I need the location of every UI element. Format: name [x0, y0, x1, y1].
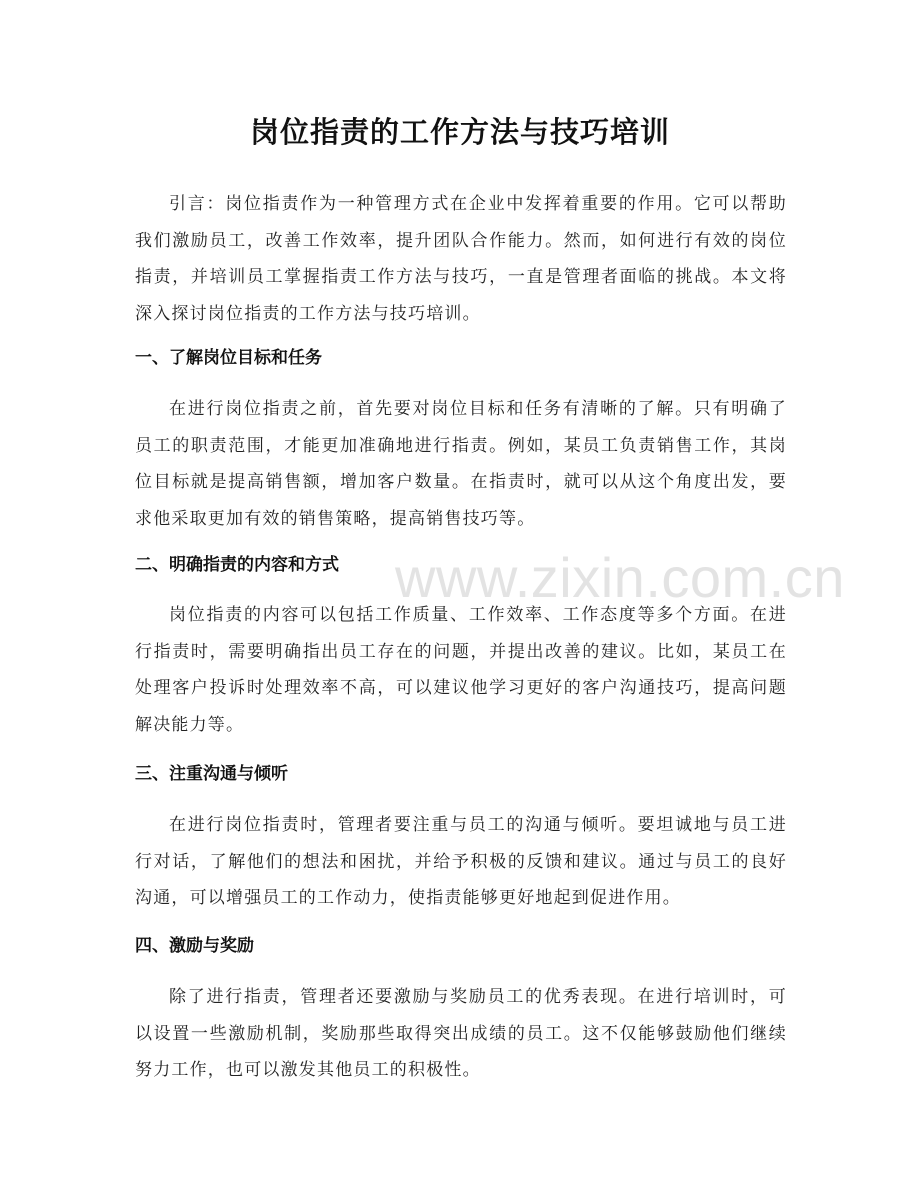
section-heading-1: 一、了解岗位目标和任务: [135, 348, 322, 368]
section-heading-2: 二、明确指责的内容和方式: [135, 555, 339, 575]
section-body-1: 在进行岗位指责之前，首先要对岗位目标和任务有清晰的了解。只有明确了员工的职责范围，才能更加准确地进行指责。例如，某员工负责销售工作，其岗位目标就是提高销售额，增加客户数量。在指责时，就可以从这个角度出发，要求他采取更加有效的销售策略，提高销售技巧等。: [135, 399, 787, 529]
section-heading-4: 四、激励与奖励: [135, 936, 254, 956]
section-heading-3: 三、注重沟通与倾听: [135, 764, 288, 784]
intro-paragraph: 引言：岗位指责作为一种管理方式在企业中发挥着重要的作用。它可以帮助我们激励员工，改善工作效率，提升团队合作能力。然而，如何进行有效的岗位指责，并培训员工掌握指责工作方法与技巧，一直是管理者面临的挑战。本文将深入探讨岗位指责的工作方法与技巧培训。: [135, 194, 787, 324]
watermark: www.zixin.com.cn: [395, 546, 845, 609]
section-body-2: 岗位指责的内容可以包括工作质量、工作效率、工作态度等多个方面。在进行指责时，需要明确指出员工存在的问题，并提出改善的建议。比如，某员工在处理客户投诉时处理效率不高，可以建议他学习更好的客户沟通技巧，提高问题解决能力等。: [135, 605, 787, 735]
section-body-4: 除了进行指责，管理者还要激励与奖励员工的优秀表现。在进行培训时，可以设置一些激励机制，奖励那些取得突出成绩的员工。这不仅能够鼓励他们继续努力工作，也可以激发其他员工的积极性。: [135, 987, 787, 1080]
section-body-3: 在进行岗位指责时，管理者要注重与员工的沟通与倾听。要坦诚地与员工进行对话，了解他们的想法和困扰，并给予积极的反馈和建议。通过与员工的良好沟通，可以增强员工的工作动力，使指责能够更好地起到促进作用。: [135, 815, 787, 908]
page-title: 岗位指责的工作方法与技巧培训: [249, 115, 670, 149]
